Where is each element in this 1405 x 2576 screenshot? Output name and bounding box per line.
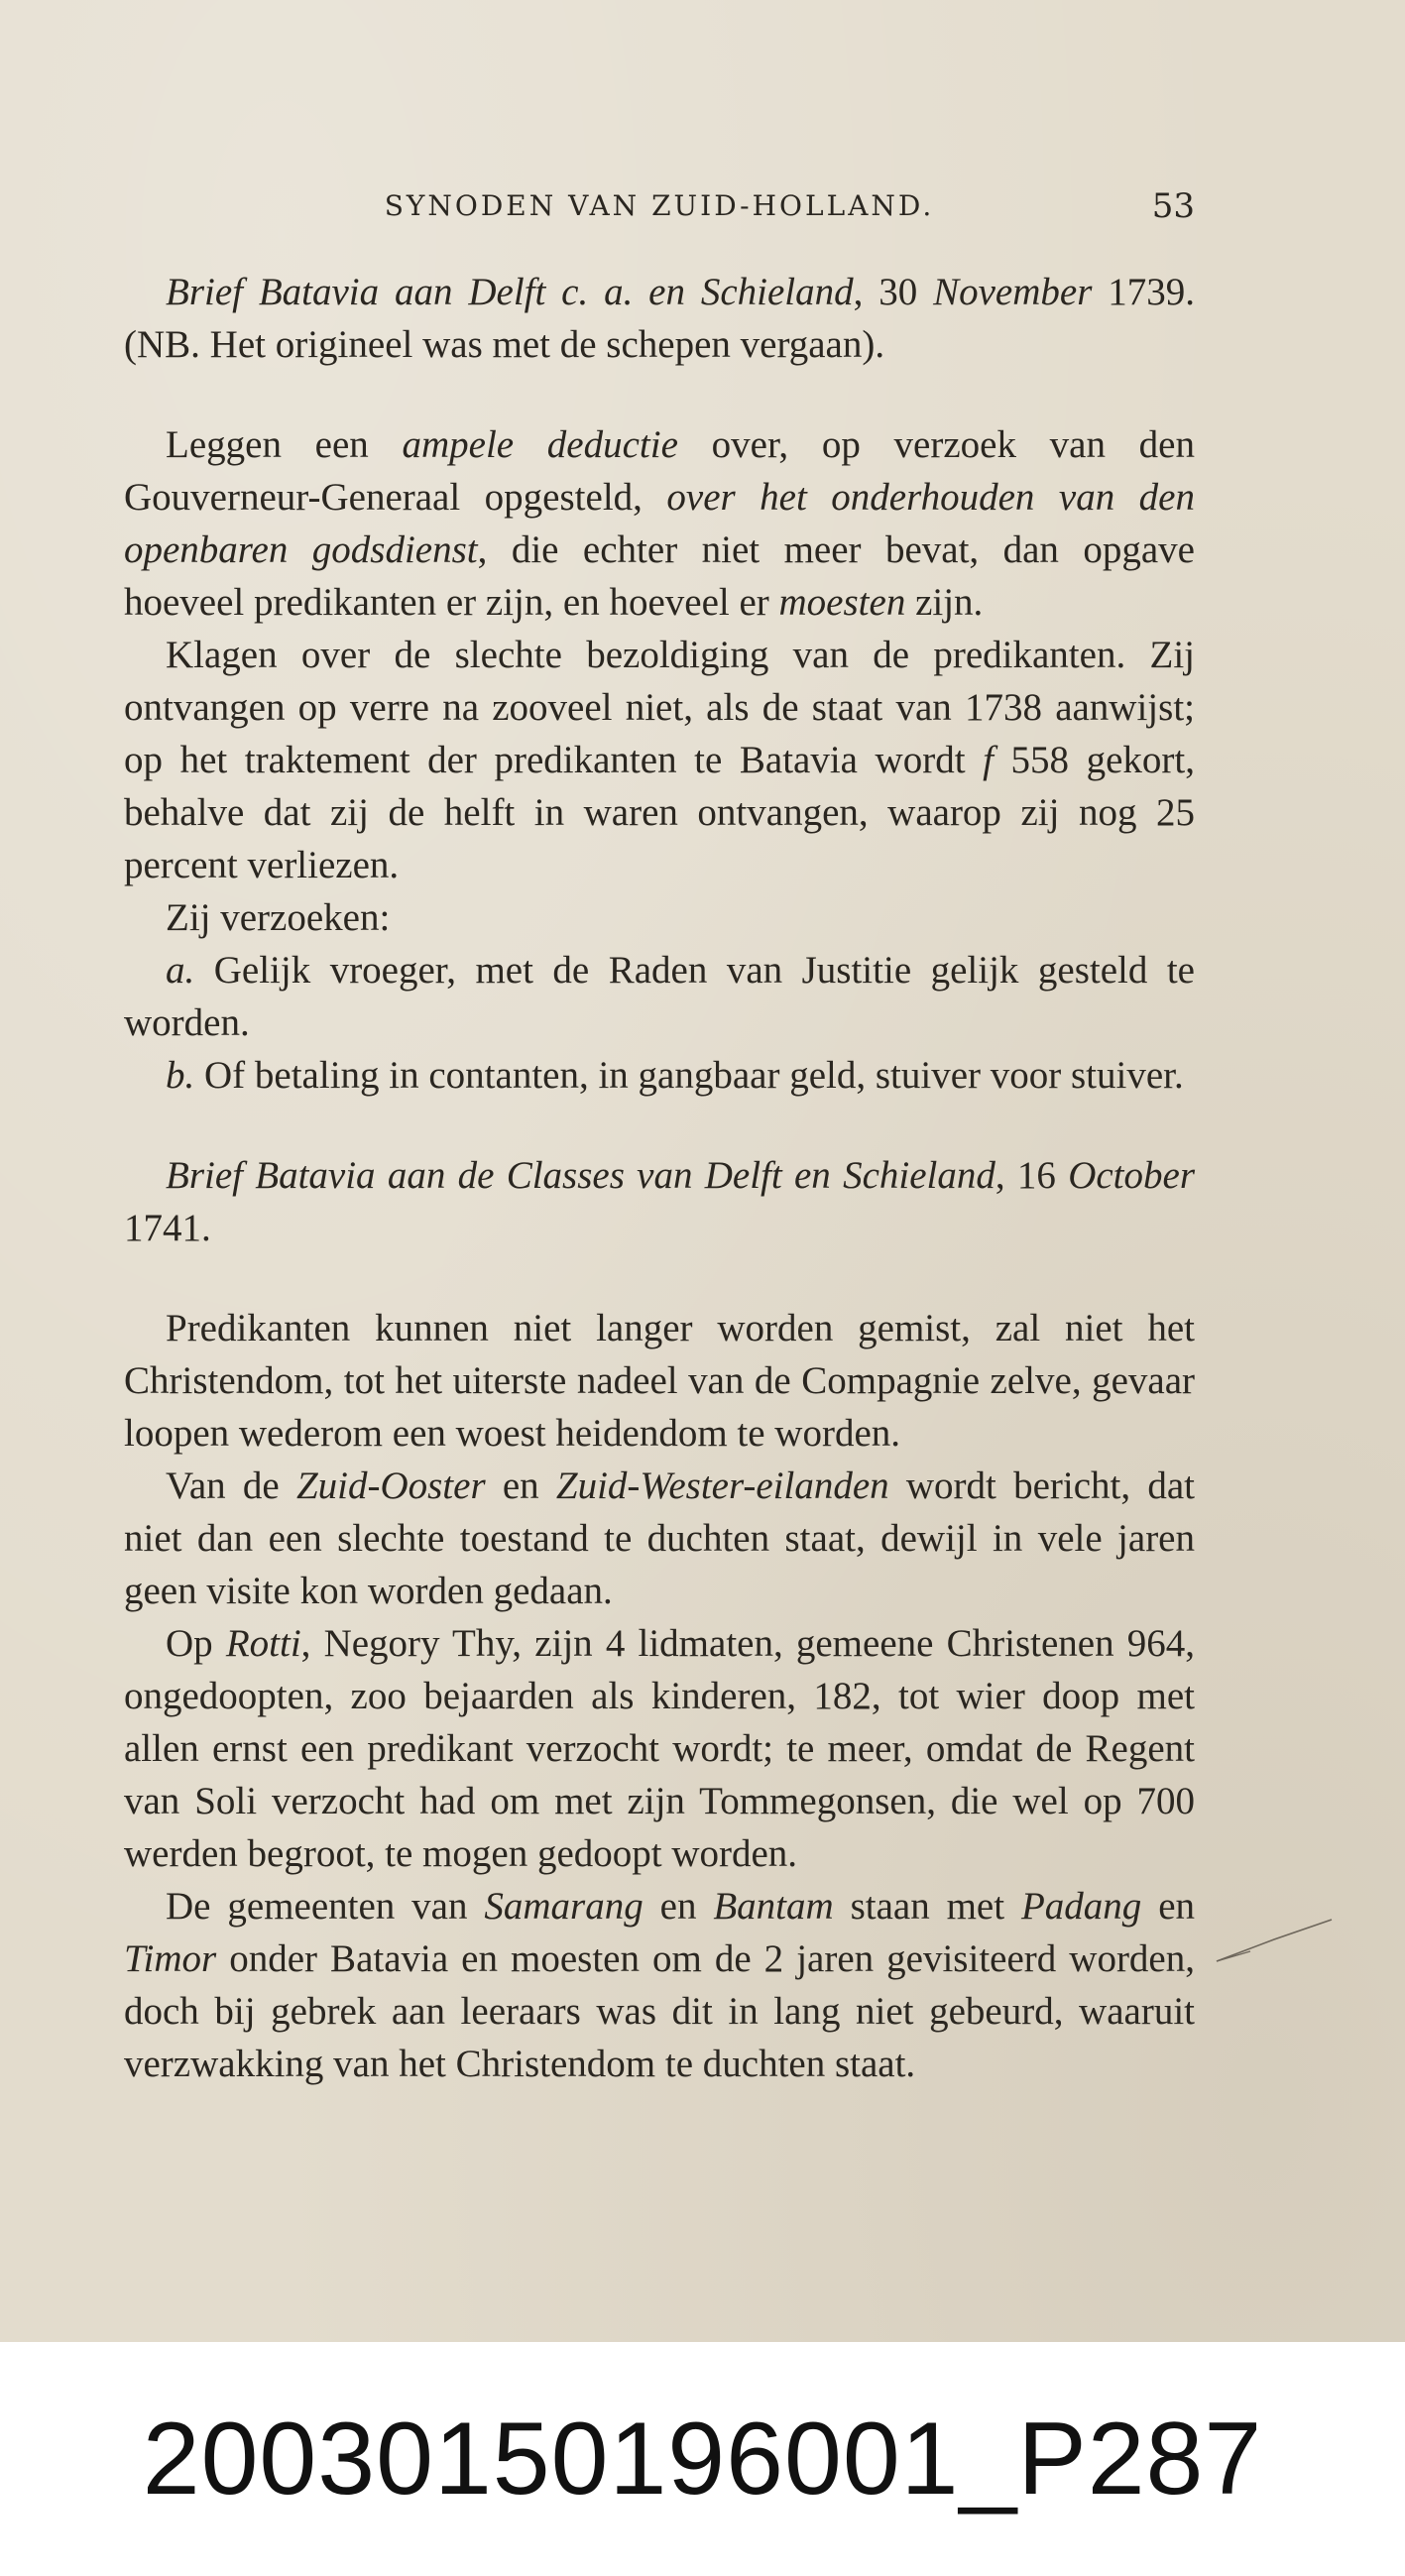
text-run: 558 gekort, behalve dat zij de helft in waren ontvangen, waarop zij nog 25 percent verliezen. <box>124 739 1195 886</box>
scan-identifier: 20030150196001_P287 <box>142 2401 1263 2517</box>
text-run: Gelijk vroeger, met de Raden van Justitie gelijk gesteld te worden. <box>124 949 1195 1044</box>
paragraph <box>124 1302 1195 1460</box>
italic-run: October <box>1068 1154 1196 1197</box>
scan-identifier-strip <box>0 2342 1405 2576</box>
italic-run: Brief Batavia aan Delft c. a. en Schieland <box>166 271 854 313</box>
running-head <box>124 183 1195 229</box>
text-run: over, op verzoek van den Gouverneur-Generaal opgesteld, <box>124 423 1195 519</box>
text-run: Of betaling in contanten, in gangbaar geld, stuiver voor stuiver. <box>194 1054 1184 1097</box>
paragraph <box>124 1460 1195 1617</box>
text-run: Op <box>166 1622 226 1665</box>
running-head-title: SYNODEN VAN ZUID-HOLLAND. <box>384 189 935 222</box>
text-run: en <box>485 1464 556 1507</box>
text-run: 1739. (NB. Het origineel was met de schepen vergaan). <box>124 271 1195 366</box>
italic-run: November <box>933 271 1093 313</box>
italic-run: ampele deductie <box>402 423 678 466</box>
pencil-mark-icon <box>1215 1914 1334 1983</box>
paragraph <box>124 1149 1195 1254</box>
text-run: en <box>1141 1885 1196 1928</box>
text-run: Klagen over de slechte bezoldiging van de predikanten. Zij ontvangen op verre na zooveel niet, als de staat van 1738 aanwijst; op het traktement der predikanten te Batavia wordt <box>124 634 1195 781</box>
text-run: staan met <box>833 1885 1021 1928</box>
text-run: wordt bericht, dat niet dan een slechte toestand te duchten staat, dewijl in vele jaren geen visite kon worden gedaan. <box>124 1464 1195 1612</box>
paragraph <box>124 891 1195 944</box>
text-run: Predikanten kunnen niet langer worden gemist, zal niet het Christendom, tot het uiterste nadeel van de Compagnie zelve, gevaar loopen wederom een woest heidendom te worden. <box>124 1307 1195 1455</box>
paragraph <box>124 944 1195 1049</box>
text-run: en <box>643 1885 714 1928</box>
text-run: Leggen een <box>166 423 403 466</box>
paragraph <box>124 1049 1195 1102</box>
text-run: Zij verzoeken: <box>166 896 391 939</box>
paragraph <box>124 266 1195 371</box>
italic-run: moesten <box>778 581 906 624</box>
page-number: 53 <box>1151 186 1195 226</box>
italic-run: Padang <box>1020 1885 1142 1928</box>
text-run: , Negory Thy, zijn 4 lidmaten, gemeene Christenen 964, ongedoopten, zoo bejaarden als kinderen, 182, tot wier doop met allen ernst een predikant verzocht wordt; te meer, omdat de Regent van Soli verzocht had om met zijn Tommegonsen, die wel op 700 werden begroot, te mogen gedoopt worden. <box>124 1622 1195 1875</box>
italic-run: Zuid-Wester-eilanden <box>555 1464 889 1507</box>
text-run: , 16 <box>995 1154 1069 1197</box>
italic-run: Timor <box>124 1937 217 1980</box>
italic-run: f <box>983 739 994 781</box>
paragraph <box>124 418 1195 629</box>
italic-run: a. <box>166 949 195 992</box>
text-run: , 30 <box>853 271 934 313</box>
italic-run: Bantam <box>713 1885 834 1928</box>
italic-run: b. <box>166 1054 195 1097</box>
italic-run: Rotti <box>225 1622 301 1665</box>
italic-run: over het onderhouden van den openbaren godsdienst <box>124 476 1195 571</box>
text-run: De gemeenten van <box>166 1885 485 1928</box>
text-run: Van de <box>166 1464 296 1507</box>
page-body <box>124 266 1195 2090</box>
text-run: zijn. <box>905 581 984 624</box>
text-run: , die echter niet meer bevat, dan opgave hoeveel predikanten er zijn, en hoeveel er <box>124 528 1195 624</box>
paragraph <box>124 1617 1195 1880</box>
text-run: onder Batavia en moesten om de 2 jaren gevisiteerd worden, doch bij gebrek aan leeraars was dit in lang niet gebeurd, waaruit verzwakking van het Christendom te duchten staat. <box>124 1937 1195 2085</box>
italic-run: Brief Batavia aan de Classes van Delft en Schieland <box>166 1154 995 1197</box>
text-run: 1741. <box>124 1207 211 1249</box>
paragraph <box>124 1880 1195 2090</box>
paragraph <box>124 629 1195 891</box>
italic-run: Zuid-Ooster <box>295 1464 486 1507</box>
italic-run: Samarang <box>484 1885 644 1928</box>
